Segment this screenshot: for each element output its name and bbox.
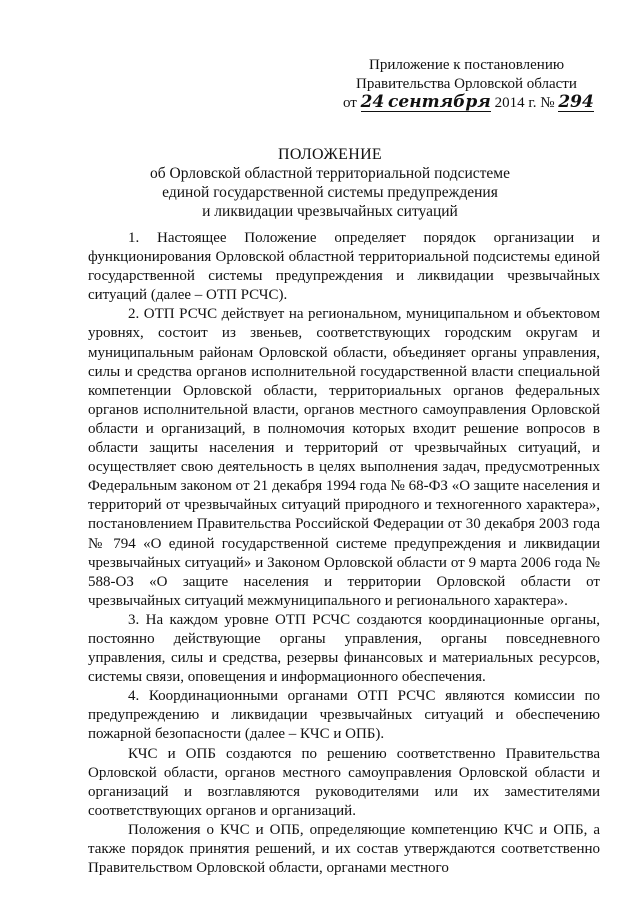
paragraph: 3. На каждом уровне ОТП РСЧС создаются координационные органы, постоянно действующие органы управления, органы повседневного управления, силы и средства, резервы финансовых и материальных ресурсов, системы связи, оповещения и информационного обеспечения. [88,611,600,686]
doc-number: 294 [558,92,594,112]
document-title [60,145,600,221]
date-year: 2014 г. № [494,95,555,111]
date-month: сентября [388,92,491,112]
date-prefix: от [343,95,357,111]
attachment-date-line [343,94,613,113]
attachment-line-2: Правительства Орловской области [356,76,577,92]
paragraph: 4. Координационными органами ОТП РСЧС являются комиссии по предупреждению и ликвидации чрезвычайных ситуаций и обеспечению пожарной безопасности (далее – КЧС и ОПБ). [88,688,600,743]
doc-number-handwritten [558,92,594,112]
paragraph: Положения о КЧС и ОПБ, определяющие компетенцию КЧС и ОПБ, а также порядок принятия решений, и их состав утверждаются соответственно Правительством Орловской области, органами местного [88,821,600,877]
attachment-header [343,56,613,113]
attachment-line-1: Приложение к постановлению [369,57,565,73]
document-body [88,229,600,878]
title-sub-1: об Орловской областной территориальной подсистеме [150,165,510,182]
paragraph: 2. ОТП РСЧС действует на региональном, муниципальном и объектовом уровнях, состоит из звеньев, соответствующих городским округам и муниципальным районам Орловской области, объединяет органы управления, силы и средства органов исполнительной государственной власти специальной компетенции Орловской области, территориальных органов федеральных органов исполнительной власти, органов местного самоуправления Орловской области и организаций, в полномочия которых входит решение вопросов в области защиты населения и территорий от чрезвычайных ситуаций, и осуществляет свою деятельность в целях выполнения задач, предусмотренных Федеральным законом от 21 декабря 1994 года № 68-ФЗ «О защите населения и территорий от чрезвычайных ситуаций природного и техногенного характера», постановлением Правительства Российской Федерации от 30 декабря 2003 года № 794 «О единой государственной системе предупреждения и ликвидации чрезвычайных ситуаций» и Законом Орловской области от 9 марта 2006 года № 588-ОЗ «О защите населения и территории Орловской области от чрезвычайных ситуаций межмуниципального и регионального характера». [88,306,600,609]
paragraph: КЧС и ОПБ создаются по решению соответственно Правительства Орловской области, органов местного самоуправления Орловской области и организаций и возглавляются руководителями или их заместителями соответствующих органов и организаций. [88,745,600,819]
title-sub-3: и ликвидации чрезвычайных ситуаций [202,203,458,220]
title-main: ПОЛОЖЕНИЕ [277,146,382,163]
date-day: 24 [360,92,385,112]
date-handwritten [360,92,491,112]
title-sub-2: единой государственной системы предупреждения [162,184,498,201]
paragraph: 1. Настоящее Положение определяет порядок организации и функционирования Орловской областной территориальной подсистемы единой государственной системы предупреждения и ликвидации чрезвычайных ситуаций (далее – ОТП РСЧС). [88,230,600,304]
